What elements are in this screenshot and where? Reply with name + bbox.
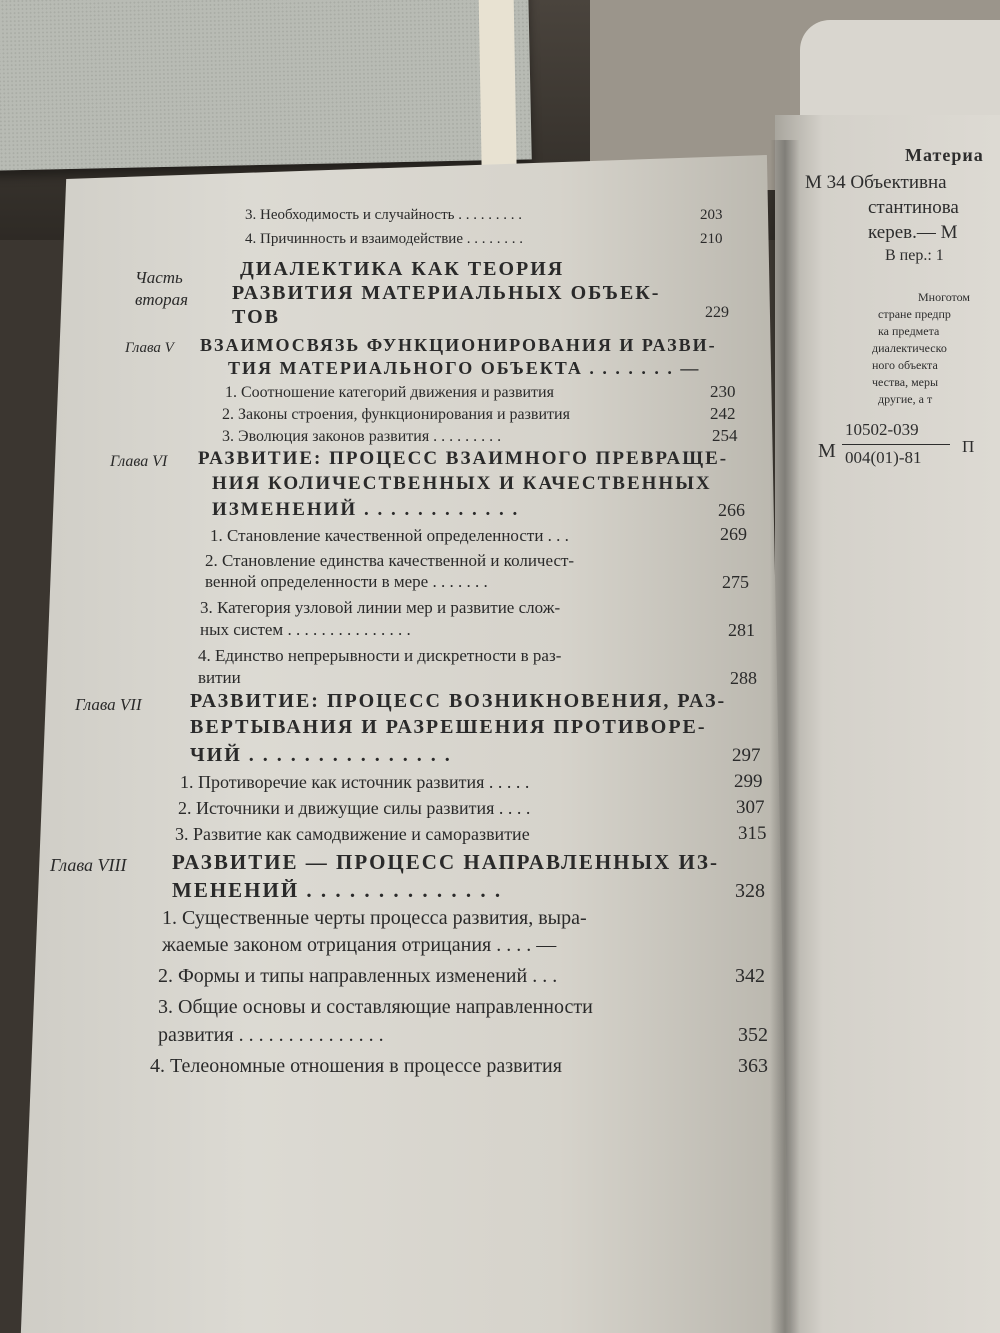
part-title: РАЗВИТИЯ МАТЕРИАЛЬНЫХ ОБЪЕК- <box>232 282 661 304</box>
chapter-title: РАЗВИТИЕ — ПРОЦЕСС НАПРАВЛЕННЫХ ИЗ- <box>172 850 719 874</box>
part-label: вторая <box>135 290 189 309</box>
page-number: 328 <box>735 880 765 902</box>
toc-line: 1. Противоречие как источник развития . . . . . <box>180 772 530 792</box>
page-number: 210 <box>700 231 723 247</box>
classification-prefix: М <box>818 440 836 462</box>
gray-book-page-edge <box>478 0 516 170</box>
toc-line: 4. Причинность и взаимодействие . . . . . . . . <box>245 231 523 247</box>
part-label: Часть <box>135 268 183 287</box>
abstract-line: стране предпр <box>878 307 951 321</box>
chapter-title: ТИЯ МАТЕРИАЛЬНОГО ОБЪЕКТА . . . . . . . — <box>228 358 701 378</box>
abstract-line: ка предмета <box>878 324 940 338</box>
fraction-bar <box>842 444 950 445</box>
imprint-line: стантинова <box>868 197 959 218</box>
page-number: 229 <box>705 304 729 321</box>
imprint-heading: Материа <box>905 145 984 165</box>
page-number: 269 <box>720 524 747 544</box>
toc-line: 1. Существенные черты процесса развития, выра- <box>162 907 587 929</box>
page-number: 275 <box>722 572 749 592</box>
toc-line: 2. Формы и типы направленных изменений . . . <box>158 965 558 987</box>
page-number: 363 <box>738 1055 768 1077</box>
abstract-line: ного объекта <box>872 358 938 372</box>
page-number: 315 <box>738 823 767 844</box>
chapter-title: ВЕРТЫВАНИЯ И РАЗРЕШЕНИЯ ПРОТИВОРЕ- <box>190 716 707 738</box>
page-number: 242 <box>710 404 736 423</box>
page-number: 203 <box>700 207 723 223</box>
imprint-line: М 34 Объективна <box>805 172 947 193</box>
toc-line: 3. Общие основы и составляющие направленности <box>158 996 593 1018</box>
toc-line: 2. Источники и движущие силы развития . . . . <box>178 798 531 818</box>
toc-line: 2. Становление единства качественной и количест- <box>205 551 575 570</box>
page-number: 299 <box>734 771 763 792</box>
toc-line: 3. Категория узловой линии мер и развитие слож- <box>200 598 561 617</box>
page-number: 307 <box>736 797 765 818</box>
page-number: 342 <box>735 965 765 987</box>
page-number: 266 <box>718 500 745 520</box>
chapter-title: ВЗАИМОСВЯЗЬ ФУНКЦИОНИРОВАНИЯ И РАЗВИ- <box>200 335 717 355</box>
imprint-line: керев.— М <box>868 222 958 243</box>
part-title: ТОВ <box>232 306 280 328</box>
toc-line: 1. Становление качественной определенности . . . <box>210 526 569 545</box>
chapter-title: ИЗМЕНЕНИЙ . . . . . . . . . . . . <box>212 499 520 520</box>
page-number: 230 <box>710 382 736 401</box>
chapter-title: РАЗВИТИЕ: ПРОЦЕСС ВЗАИМНОГО ПРЕВРАЩЕ- <box>198 448 729 469</box>
toc-line: 4. Телеономные отношения в процессе развития <box>150 1055 562 1077</box>
abstract-line: другие, а т <box>878 392 933 406</box>
chapter-title: ЧИЙ . . . . . . . . . . . . . . . <box>190 744 452 766</box>
toc-line: 3. Эволюция законов развития . . . . . . . . . <box>222 428 502 445</box>
chapter-label: Глава VIII <box>50 855 127 875</box>
gray-book-cover <box>0 0 532 171</box>
chapter-label: Глава VII <box>75 695 142 714</box>
classification-numerator: 10502-039 <box>845 420 919 439</box>
chapter-label: Глава V <box>125 340 174 356</box>
page-number: 352 <box>738 1024 768 1046</box>
page-number: 297 <box>732 745 761 766</box>
part-title: ДИАЛЕКТИКА КАК ТЕОРИЯ <box>240 258 565 280</box>
toc-line: 2. Законы строения, функционирования и развития <box>222 406 570 423</box>
classification-denominator: 004(01)-81 <box>845 448 922 467</box>
chapter-label: Глава VI <box>110 453 168 470</box>
chapter-title: РАЗВИТИЕ: ПРОЦЕСС ВОЗНИКНОВЕНИЯ, РАЗ- <box>190 690 727 712</box>
classification-suffix: П <box>962 437 975 456</box>
imprint-line: В пер.: 1 <box>885 247 944 264</box>
toc-line: развития . . . . . . . . . . . . . . . <box>158 1024 384 1046</box>
toc-line: ных систем . . . . . . . . . . . . . . . <box>200 620 411 639</box>
abstract-line: чества, меры <box>872 375 939 389</box>
book-gutter-shadow <box>770 140 800 1333</box>
page-number: 288 <box>730 668 757 688</box>
toc-line: венной определенности в мере . . . . . . . <box>205 572 488 591</box>
toc-line: витии <box>198 668 241 687</box>
toc-line: 3. Развитие как самодвижение и саморазвитие <box>175 824 530 844</box>
toc-line: жаемые законом отрицания отрицания . . . . — <box>162 934 557 956</box>
page-number: 254 <box>712 426 738 445</box>
abstract-line: диалектическо <box>872 341 947 355</box>
abstract-line: Многотом <box>918 290 971 304</box>
chapter-title: МЕНЕНИЙ . . . . . . . . . . . . . . <box>172 878 503 902</box>
toc-line: 1. Соотношение категорий движения и развития <box>225 384 554 401</box>
chapter-title: НИЯ КОЛИЧЕСТВЕННЫХ И КАЧЕСТВЕННЫХ <box>212 473 712 494</box>
toc-line: 4. Единство непрерывности и дискретности в раз- <box>198 646 562 665</box>
toc-line: 3. Необходимость и случайность . . . . . . . . . <box>245 207 522 223</box>
page-number: 281 <box>728 620 755 640</box>
